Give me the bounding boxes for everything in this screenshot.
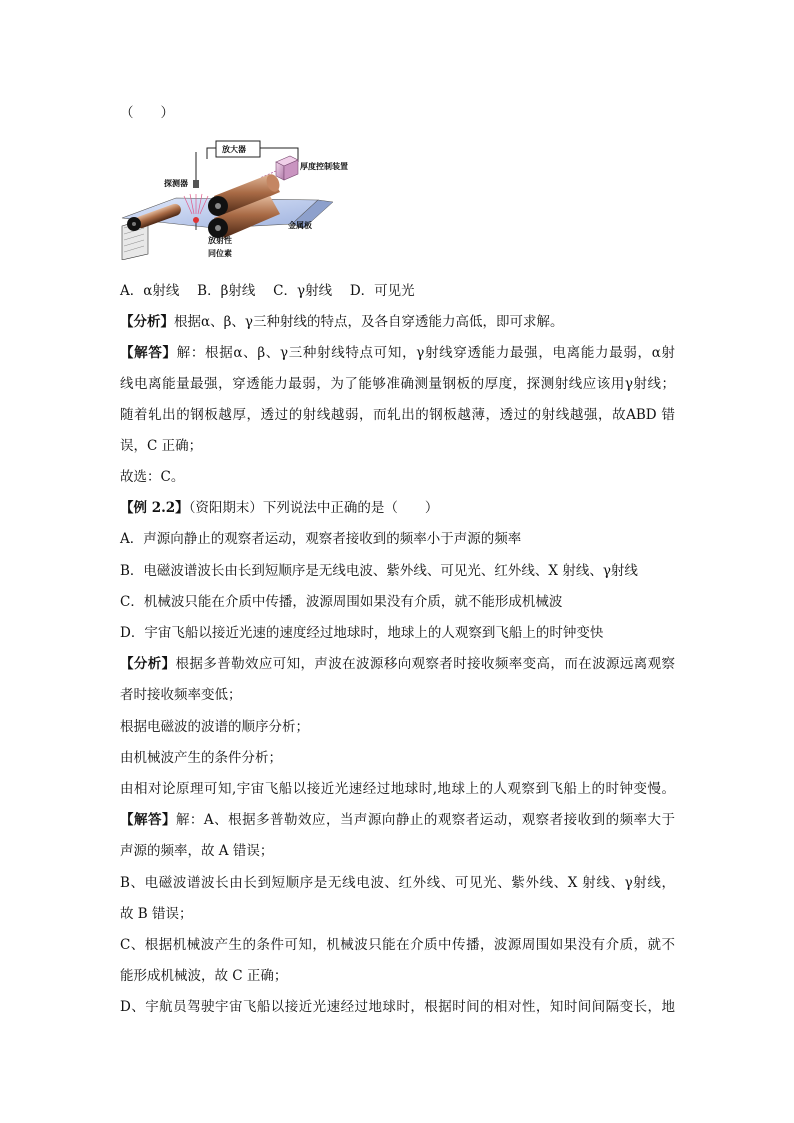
isotope-source [193,217,199,223]
q1-answer-line-2: 线电离能量最强，穿透能力最弱，为了能够准确测量钢板的厚度，探测射线应该用γ射线； [120,376,675,392]
q2-analysis-line-5: 由相对论原理可知,宇宙飞船以接近光速经过地球时,地球上的人观察到飞船上的时钟变慢。 [120,781,675,797]
q1-options: A．α射线 B．β射线 C．γ射线 D．可见光 [120,283,415,299]
label-radioisotope-2: 同位素 [208,249,232,258]
q1-answer-line-4: 误，C 正确； [120,438,203,454]
q2-analysis-line-3: 根据电磁波的波谱的顺序分析； [120,719,309,735]
answer-blank: （ ） [120,105,174,121]
detector [193,180,199,188]
q1-answer-line-3: 随着轧出的钢板越厚，透过的射线越弱，而轧出的钢板越薄，透过的射线越强，故ABD 错 [120,407,675,423]
label-radioisotope-1: 放射性 [208,236,232,245]
q2-answer-a-line-1: 【解答】解：A、根据多普勒效应，当声源向静止的观察者运动，观察者接收到的频率大于 [120,812,676,828]
example-tag: 【例 2.2】 [120,500,189,516]
analysis-tag: 【分析】 [120,314,174,330]
label-detector: 探测器 [164,179,188,188]
q2-answer-d-line-1: D、宇航员驾驶宇宙飞船以接近光速经过地球时，根据时间的相对性，知时间间隔变长，地 [120,999,675,1015]
analysis-tag: 【分析】 [120,656,176,672]
thickness-gauge-figure [118,136,358,260]
q2-option-a: A．声源向静止的观察者运动，观察者接收到的频率小于声源的频率 [120,531,522,547]
q2-option-d: D．宇宙飞船以接近光速的速度经过地球时，地球上的人观察到飞船上的时钟变快 [120,625,604,641]
q2-option-b: B．电磁波谱波长由长到短顺序是无线电波、紫外线、可见光、红外线、X 射线、γ射线 [120,563,638,579]
q2-option-c: C．机械波只能在介质中传播，波源周围如果没有介质，就不能形成机械波 [120,594,563,610]
answer-tag: 【解答】 [120,345,177,361]
q2-answer-c-line-1: C、根据机械波产生的条件可知，机械波只能在介质中传播，波源周围如果没有介质，就不 [120,937,675,953]
label-metal-plate: 金属板 [288,221,312,230]
analysis-text: 根据α、β、γ三种射线的特点，及各自穿透能力高低，即可求解。 [174,314,564,330]
q1-answer-line-1: 【解答】解：根据α、β、γ三种射线特点可知，γ射线穿透能力最强，电离能力最弱，α射 [120,345,675,361]
q2-answer-b-line-1: B、电磁波谱波长由长到短顺序是无线电波、红外线、可见光、紫外线、X 射线、γ射线， [120,875,675,891]
q2-answer-b-line-2: 故 B 错误； [120,906,193,922]
q1-analysis [120,313,564,331]
q2-stem: 【例 2.2】（资阳期末）下列说法中正确的是（ ） [120,500,439,516]
answer-tag: 【解答】 [120,812,176,828]
q2-answer-a-line-2: 声源的频率，故 A 错误； [120,843,274,859]
q2-analysis-line-4: 由机械波产生的条件分析； [120,750,282,766]
q1-choice: 故选：C。 [120,469,185,485]
q2-answer-c-line-2: 能形成机械波，故 C 正确； [120,968,288,984]
label-amplifier: 放大器 [222,145,246,154]
q2-analysis-line-2: 者时接收频率变低； [120,687,242,703]
diagram-image [118,136,358,260]
q2-analysis-line-1: 【分析】根据多普勒效应可知，声波在波源移向观察者时接收频率变高，而在波源远离观察 [120,656,676,672]
label-thickness-control: 厚度控制装置 [300,162,348,171]
